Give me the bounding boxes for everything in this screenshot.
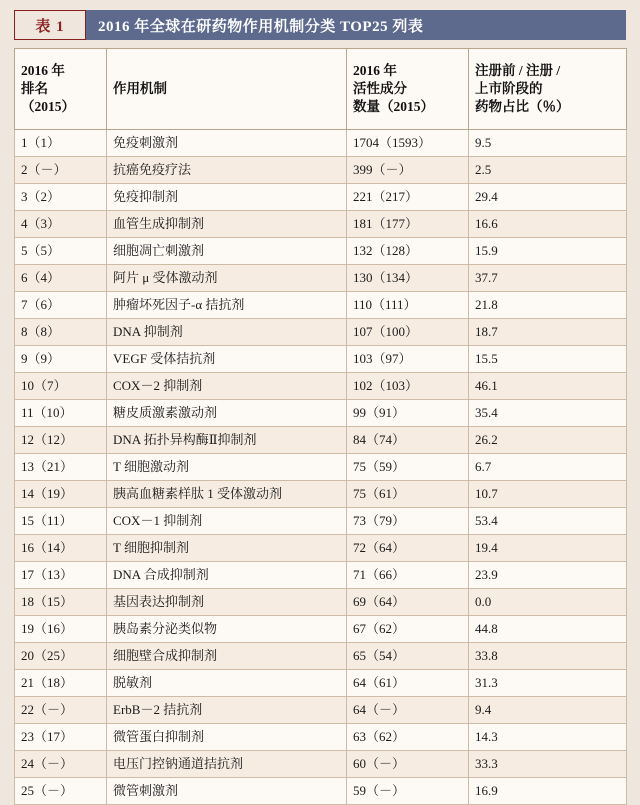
cell-mechanism: VEGF 受体拮抗剂 — [107, 346, 347, 373]
cell-percent: 16.6 — [469, 211, 627, 238]
cell-count: 399（－） — [347, 157, 469, 184]
cell-mechanism: ErbB－2 拮抗剂 — [107, 697, 347, 724]
cell-count: 110（111） — [347, 292, 469, 319]
column-header-rank — [15, 49, 107, 130]
table-row — [15, 454, 627, 481]
cell-count: 75（59） — [347, 454, 469, 481]
cell-mechanism: 肿瘤坏死因子-α 拮抗剂 — [107, 292, 347, 319]
cell-count: 84（74） — [347, 427, 469, 454]
cell-rank: 16（14） — [15, 535, 107, 562]
table-row — [15, 724, 627, 751]
column-header-percent-line2: 上市阶段的 — [475, 80, 543, 96]
table-row — [15, 400, 627, 427]
cell-count: 181（177） — [347, 211, 469, 238]
cell-rank: 12（12） — [15, 427, 107, 454]
table-row — [15, 751, 627, 778]
cell-percent: 21.8 — [469, 292, 627, 319]
cell-count: 221（217） — [347, 184, 469, 211]
cell-rank: 7（6） — [15, 292, 107, 319]
cell-rank: 2（－） — [15, 157, 107, 184]
cell-mechanism: 微管刺激剂 — [107, 778, 347, 805]
table-row — [15, 562, 627, 589]
cell-percent: 29.4 — [469, 184, 627, 211]
table-row — [15, 670, 627, 697]
cell-rank: 19（16） — [15, 616, 107, 643]
table-body — [15, 130, 627, 805]
cell-mechanism: DNA 拓扑异构酶Ⅱ抑制剂 — [107, 427, 347, 454]
cell-mechanism: 免疫抑制剂 — [107, 184, 347, 211]
cell-percent: 19.4 — [469, 535, 627, 562]
table-row — [15, 211, 627, 238]
column-header-count-line3: 数量（2015） — [353, 99, 434, 115]
column-header-count — [347, 49, 469, 130]
cell-rank: 23（17） — [15, 724, 107, 751]
table-row — [15, 481, 627, 508]
cell-percent: 23.9 — [469, 562, 627, 589]
cell-rank: 11（10） — [15, 400, 107, 427]
table-row — [15, 130, 627, 157]
column-header-rank-line1: 2016 年 — [21, 62, 65, 78]
cell-count: 60（－） — [347, 751, 469, 778]
cell-count: 102（103） — [347, 373, 469, 400]
table-row — [15, 238, 627, 265]
cell-percent: 53.4 — [469, 508, 627, 535]
cell-rank: 6（4） — [15, 265, 107, 292]
cell-mechanism: 抗癌免疫疗法 — [107, 157, 347, 184]
cell-count: 65（54） — [347, 643, 469, 670]
table-row — [15, 616, 627, 643]
column-header-percent-line1: 注册前 / 注册 / — [475, 62, 561, 78]
cell-count: 71（66） — [347, 562, 469, 589]
cell-percent: 16.9 — [469, 778, 627, 805]
cell-percent: 15.9 — [469, 238, 627, 265]
cell-percent: 10.7 — [469, 481, 627, 508]
cell-rank: 3（2） — [15, 184, 107, 211]
column-header-rank-line3: （2015） — [21, 99, 75, 115]
cell-percent: 35.4 — [469, 400, 627, 427]
cell-count: 64（61） — [347, 670, 469, 697]
table-row — [15, 184, 627, 211]
cell-mechanism: COX－1 抑制剂 — [107, 508, 347, 535]
table-row — [15, 373, 627, 400]
drug-mechanism-table — [14, 48, 627, 805]
cell-rank: 21（18） — [15, 670, 107, 697]
cell-mechanism: 细胞壁合成抑制剂 — [107, 643, 347, 670]
cell-percent: 15.5 — [469, 346, 627, 373]
cell-rank: 22（－） — [15, 697, 107, 724]
column-header-percent — [469, 49, 627, 130]
table-row — [15, 643, 627, 670]
table-row — [15, 157, 627, 184]
cell-percent: 31.3 — [469, 670, 627, 697]
column-header-mechanism-line1: 作用机制 — [113, 80, 167, 96]
cell-rank: 15（11） — [15, 508, 107, 535]
cell-percent: 0.0 — [469, 589, 627, 616]
column-header-mechanism — [107, 49, 347, 130]
cell-rank: 25（－） — [15, 778, 107, 805]
cell-mechanism: 微管蛋白抑制剂 — [107, 724, 347, 751]
cell-mechanism: 电压门控钠通道拮抗剂 — [107, 751, 347, 778]
cell-count: 75（61） — [347, 481, 469, 508]
cell-count: 73（79） — [347, 508, 469, 535]
cell-percent: 14.3 — [469, 724, 627, 751]
table-row — [15, 292, 627, 319]
cell-count: 63（62） — [347, 724, 469, 751]
cell-count: 99（91） — [347, 400, 469, 427]
cell-percent: 26.2 — [469, 427, 627, 454]
cell-mechanism: DNA 合成抑制剂 — [107, 562, 347, 589]
cell-rank: 1（1） — [15, 130, 107, 157]
cell-count: 132（128） — [347, 238, 469, 265]
table-row — [15, 346, 627, 373]
table-row — [15, 778, 627, 805]
cell-mechanism: COX－2 抑制剂 — [107, 373, 347, 400]
cell-rank: 9（9） — [15, 346, 107, 373]
table-row — [15, 535, 627, 562]
cell-rank: 13（21） — [15, 454, 107, 481]
cell-rank: 18（15） — [15, 589, 107, 616]
figure-number-tag: 表 1 — [14, 10, 86, 40]
table-header-row — [15, 49, 627, 130]
cell-mechanism: T 细胞激动剂 — [107, 454, 347, 481]
cell-count: 103（97） — [347, 346, 469, 373]
cell-count: 67（62） — [347, 616, 469, 643]
cell-count: 59（－） — [347, 778, 469, 805]
table-row — [15, 319, 627, 346]
cell-rank: 24（－） — [15, 751, 107, 778]
column-header-count-line2: 活性成分 — [353, 80, 407, 96]
cell-mechanism: 基因表达抑制剂 — [107, 589, 347, 616]
cell-mechanism: 阿片 μ 受体激动剂 — [107, 265, 347, 292]
cell-mechanism: 脱敏剂 — [107, 670, 347, 697]
column-header-percent-line3: 药物占比（％） — [475, 99, 570, 115]
cell-count: 72（64） — [347, 535, 469, 562]
cell-percent: 18.7 — [469, 319, 627, 346]
cell-rank: 8（8） — [15, 319, 107, 346]
column-header-rank-line2: 排名 — [21, 80, 48, 96]
cell-rank: 17（13） — [15, 562, 107, 589]
figure-title: 2016 年全球在研药物作用机制分类 TOP25 列表 — [86, 10, 626, 40]
table-row — [15, 508, 627, 535]
cell-percent: 9.5 — [469, 130, 627, 157]
cell-mechanism: 胰高血糖素样肽 1 受体激动剂 — [107, 481, 347, 508]
cell-mechanism: DNA 抑制剂 — [107, 319, 347, 346]
cell-count: 64（－） — [347, 697, 469, 724]
cell-rank: 4（3） — [15, 211, 107, 238]
cell-mechanism: 细胞凋亡刺激剂 — [107, 238, 347, 265]
cell-percent: 9.4 — [469, 697, 627, 724]
cell-percent: 44.8 — [469, 616, 627, 643]
table-row — [15, 265, 627, 292]
cell-percent: 2.5 — [469, 157, 627, 184]
cell-rank: 14（19） — [15, 481, 107, 508]
cell-count: 130（134） — [347, 265, 469, 292]
table-row — [15, 697, 627, 724]
cell-mechanism: 免疫刺激剂 — [107, 130, 347, 157]
cell-count: 107（100） — [347, 319, 469, 346]
cell-mechanism: 血管生成抑制剂 — [107, 211, 347, 238]
cell-count: 1704（1593） — [347, 130, 469, 157]
column-header-count-line1: 2016 年 — [353, 62, 397, 78]
cell-percent: 46.1 — [469, 373, 627, 400]
cell-mechanism: T 细胞抑制剂 — [107, 535, 347, 562]
cell-mechanism: 糖皮质激素激动剂 — [107, 400, 347, 427]
cell-percent: 37.7 — [469, 265, 627, 292]
cell-percent: 33.8 — [469, 643, 627, 670]
cell-percent: 6.7 — [469, 454, 627, 481]
cell-mechanism: 胰岛素分泌类似物 — [107, 616, 347, 643]
cell-count: 69（64） — [347, 589, 469, 616]
table-row — [15, 589, 627, 616]
table-row — [15, 427, 627, 454]
cell-percent: 33.3 — [469, 751, 627, 778]
cell-rank: 20（25） — [15, 643, 107, 670]
cell-rank: 5（5） — [15, 238, 107, 265]
cell-rank: 10（7） — [15, 373, 107, 400]
figure-title-bar — [14, 10, 626, 40]
